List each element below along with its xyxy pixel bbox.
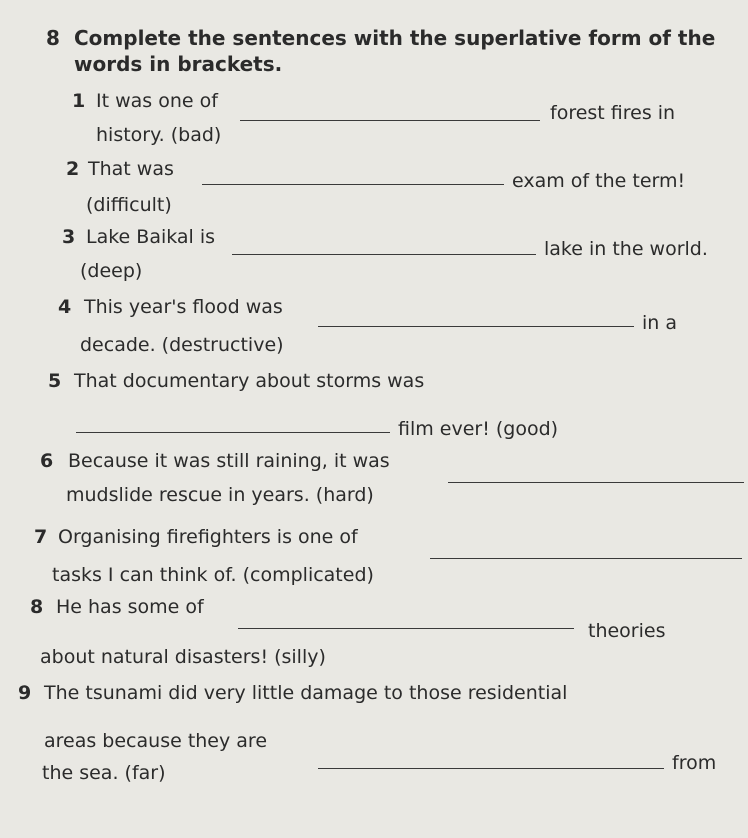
item-text: tasks I can think of. (complicated): [52, 564, 374, 586]
item-text: (difficult): [86, 194, 172, 216]
item-text: film ever! (good): [398, 418, 559, 440]
instruction-line-2: words in brackets.: [74, 52, 283, 76]
item-number: 5: [48, 370, 62, 392]
item-text: history. (bad): [96, 124, 222, 146]
answer-blank[interactable]: [448, 482, 744, 483]
answer-blank[interactable]: [232, 254, 536, 255]
item-text: He has some of: [56, 596, 204, 618]
item-number: 6: [40, 450, 54, 472]
item-text: forest fires in: [550, 102, 676, 124]
answer-blank[interactable]: [240, 120, 540, 121]
answer-blank[interactable]: [76, 432, 390, 433]
item-text: exam of the term!: [512, 170, 686, 192]
item-number: 3: [62, 226, 76, 248]
item-text: lake in the world.: [544, 238, 708, 260]
item-number: 1: [72, 90, 86, 112]
item-text: Because it was still raining, it was: [68, 450, 390, 472]
item-text: decade. (destructive): [80, 334, 284, 356]
instruction-line-1: Complete the sentences with the superlative form of the: [74, 26, 716, 50]
item-text: This year's flood was: [84, 296, 283, 318]
item-text: from: [672, 752, 717, 774]
item-text: The tsunami did very little damage to those residential: [44, 682, 568, 704]
answer-blank[interactable]: [318, 326, 634, 327]
item-text: Organising firefighters is one of: [58, 526, 358, 548]
answer-blank[interactable]: [430, 558, 742, 559]
item-number: 9: [18, 682, 32, 704]
item-text: Lake Baikal is: [86, 226, 216, 248]
answer-blank[interactable]: [202, 184, 504, 185]
answer-blank[interactable]: [318, 768, 664, 769]
item-number: 2: [66, 158, 80, 180]
item-text: the sea. (far): [42, 762, 166, 784]
item-text: (deep): [80, 260, 143, 282]
item-number: 7: [34, 526, 48, 548]
item-number: 4: [58, 296, 72, 318]
item-text: areas because they are: [44, 730, 268, 752]
item-text: about natural disasters! (silly): [40, 646, 326, 668]
answer-blank[interactable]: [238, 628, 574, 629]
item-text: in a: [642, 312, 678, 334]
item-text: mudslide rescue in years. (hard): [66, 484, 374, 506]
item-text: That documentary about storms was: [74, 370, 425, 392]
item-text: It was one of: [96, 90, 218, 112]
item-text: theories: [588, 620, 666, 642]
exercise-number: 8: [46, 26, 60, 50]
item-number: 8: [30, 596, 44, 618]
item-text: That was: [88, 158, 174, 180]
